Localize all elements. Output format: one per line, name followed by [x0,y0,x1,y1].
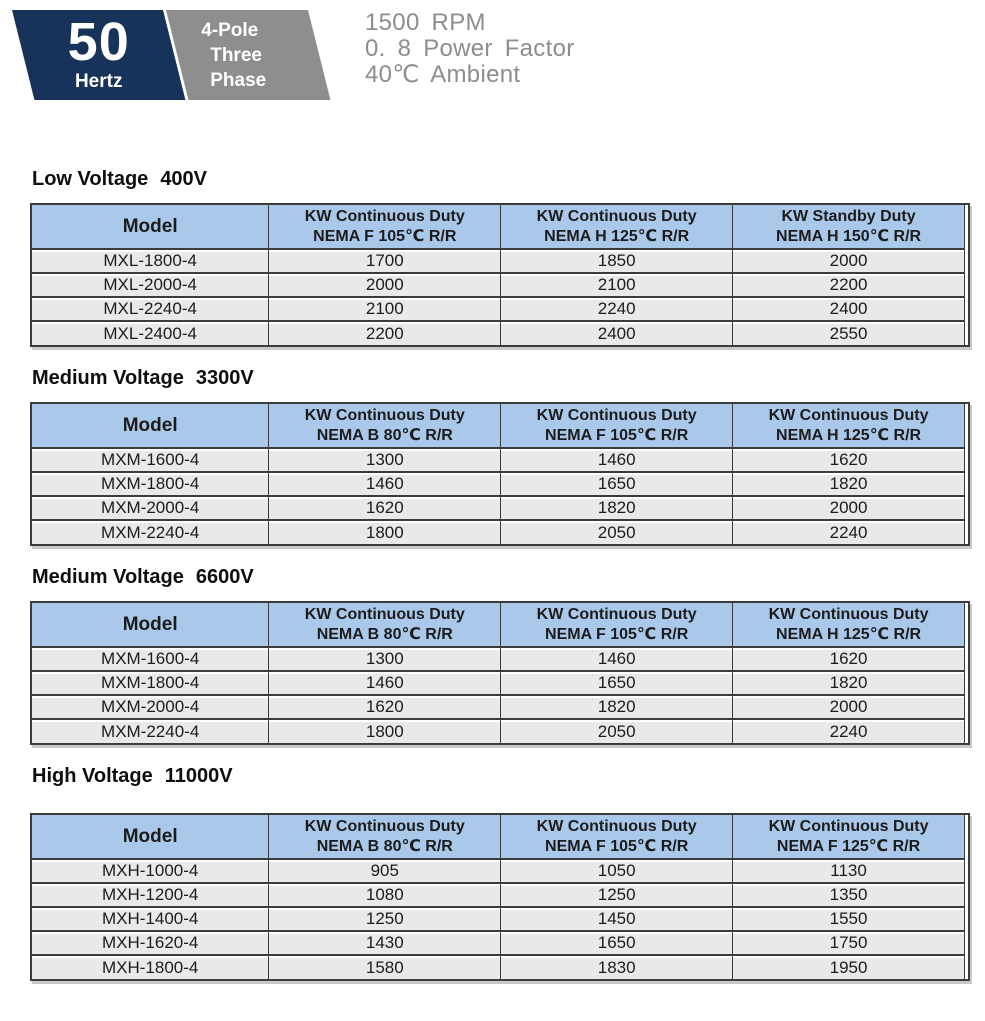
value-cell: 1620 [733,647,965,671]
ratings-summary [365,10,575,88]
voltage-section [30,765,970,981]
model-cell: MXM-1800-4 [32,472,269,496]
value-cell: 2200 [733,273,965,297]
spec-table-wrap [30,402,970,546]
value-cell: 1950 [733,955,965,979]
value-cell: 2000 [733,695,965,719]
value-cell: 1450 [501,907,733,931]
value-cell: 2240 [501,297,733,321]
spec-table-wrap [30,601,970,745]
table-header-row [32,404,965,448]
value-cell: 1350 [733,883,965,907]
value-cell: 2240 [733,520,965,544]
column-header-cell [733,603,965,647]
model-cell: MXM-2000-4 [32,695,269,719]
column-header-line2: NEMA H 125℃ R/R [544,227,690,245]
section-title-text: Low Voltage [32,168,149,190]
model-cell: MXL-2000-4 [32,273,269,297]
column-header-line1: KW Continuous Duty [768,406,929,424]
column-header-line2: NEMA F 105℃ R/R [545,837,689,855]
spec-table-wrap [30,203,970,347]
column-header-line1: KW Continuous Duty [536,605,697,623]
section-title-text: Medium Voltage [32,367,184,389]
column-header-line2: NEMA F 125℃ R/R [776,837,921,855]
table-row [32,273,965,297]
value-cell: 1750 [733,931,965,955]
section-voltage-text: 6600V [195,566,254,588]
model-cell: MXM-2240-4 [32,719,269,743]
value-cell: 1820 [733,671,965,695]
model-header-cell: Model [32,603,269,647]
value-cell: 1650 [501,472,733,496]
section-title [32,566,970,589]
column-header-cell [501,815,733,859]
voltage-section [30,566,970,745]
power-factor-line: 0. 8 Power Factor [365,35,575,62]
model-cell: MXM-1800-4 [32,671,269,695]
column-header-line1: KW Continuous Duty [304,207,465,225]
column-header-line1: KW Continuous Duty [768,817,929,835]
table-row [32,297,965,321]
value-cell: 1460 [269,671,501,695]
value-cell: 1300 [269,647,501,671]
value-cell: 1820 [501,496,733,520]
column-header-line2: NEMA F 105℃ R/R [545,426,689,444]
datasheet-page [0,10,985,1021]
model-header-cell: Model [32,404,269,448]
value-cell: 2240 [733,719,965,743]
value-cell: 1300 [269,448,501,472]
value-cell: 1620 [269,695,501,719]
column-header-line2: NEMA H 150℃ R/R [776,227,922,245]
model-cell: MXH-1800-4 [32,955,269,979]
column-header-cell [501,404,733,448]
column-header-cell [733,815,965,859]
model-cell: MXM-2240-4 [32,520,269,544]
value-cell: 2000 [733,249,965,273]
value-cell: 1460 [501,647,733,671]
model-cell: MXH-1000-4 [32,859,269,883]
table-row [32,859,965,883]
value-cell: 1460 [501,448,733,472]
section-voltage-text: 11000V [164,765,233,787]
model-cell: MXH-1400-4 [32,907,269,931]
value-cell: 1700 [269,249,501,273]
column-header-cell [733,404,965,448]
model-header-cell: Model [32,815,269,859]
value-cell: 1800 [269,719,501,743]
column-header-line1: KW Continuous Duty [304,605,465,623]
column-header-line1: KW Continuous Duty [304,817,465,835]
column-header-cell [269,815,501,859]
column-header-line1: KW Continuous Duty [536,406,697,424]
spec-table-wrap [30,813,970,981]
column-header-line1: KW Continuous Duty [768,605,929,623]
model-cell: MXM-1600-4 [32,647,269,671]
column-header-cell [269,404,501,448]
spec-table [32,205,965,345]
section-voltage-text: 3300V [195,367,254,389]
column-header-line2: NEMA H 125℃ R/R [776,426,922,444]
table-header-row [32,815,965,859]
value-cell: 2100 [501,273,733,297]
table-header-row [32,603,965,647]
column-header-line2: NEMA F 105℃ R/R [313,227,457,245]
column-header-line2: NEMA B 80℃ R/R [316,837,453,855]
value-cell: 2000 [269,273,501,297]
table-row [32,249,965,273]
value-cell: 1650 [501,931,733,955]
value-cell: 2550 [733,321,965,345]
value-cell: 1620 [269,496,501,520]
value-cell: 2050 [501,719,733,743]
section-title-text: High Voltage [32,765,153,787]
table-row [32,907,965,931]
table-row [32,321,965,345]
model-header-cell: Model [32,205,269,249]
value-cell: 1820 [501,695,733,719]
pole-phase-badge [166,10,330,100]
value-cell: 2000 [733,496,965,520]
value-cell: 1830 [501,955,733,979]
header-badges [0,10,985,110]
value-cell: 1650 [501,671,733,695]
table-row [32,671,965,695]
frequency-value: 50 [67,11,130,72]
column-header-cell [269,205,501,249]
column-header-line1: KW Continuous Duty [304,406,465,424]
column-header-line2: NEMA H 125℃ R/R [776,625,922,643]
section-voltage-text: 400V [160,168,208,190]
ambient-line: 40℃ Ambient [365,61,521,88]
value-cell: 1850 [501,249,733,273]
column-header-cell [501,205,733,249]
section-title [32,168,970,191]
table-row [32,931,965,955]
frequency-badge [12,10,185,100]
table-row [32,955,965,979]
model-cell: MXH-1620-4 [32,931,269,955]
value-cell: 2400 [501,321,733,345]
column-header-cell [733,205,965,249]
value-cell: 1250 [269,907,501,931]
section-title [32,367,970,390]
value-cell: 1130 [733,859,965,883]
pole-label: 4-Pole [201,19,259,41]
column-header-line2: NEMA B 80℃ R/R [316,625,453,643]
voltage-sections [30,168,970,981]
table-header-row [32,205,965,249]
column-header-line1: KW Continuous Duty [536,207,697,225]
spec-table [32,815,965,979]
value-cell: 1820 [733,472,965,496]
model-cell: MXL-2400-4 [32,321,269,345]
table-row [32,719,965,743]
section-title-text: Medium Voltage [32,566,184,588]
table-row [32,647,965,671]
value-cell: 2100 [269,297,501,321]
value-cell: 905 [269,859,501,883]
column-header-line2: NEMA B 80℃ R/R [316,426,453,444]
rpm-line: 1500 RPM [365,9,486,36]
table-row [32,448,965,472]
value-cell: 2050 [501,520,733,544]
value-cell: 1250 [501,883,733,907]
section-title [32,765,970,788]
value-cell: 1460 [269,472,501,496]
value-cell: 1620 [733,448,965,472]
table-row [32,520,965,544]
table-row [32,695,965,719]
value-cell: 1800 [269,520,501,544]
table-row [32,496,965,520]
pole-phase-badge-content [177,10,319,100]
model-cell: MXM-1600-4 [32,448,269,472]
model-cell: MXM-2000-4 [32,496,269,520]
model-cell: MXL-1800-4 [32,249,269,273]
column-header-line1: KW Standby Duty [781,207,916,225]
frequency-unit-label: Hertz [74,71,123,93]
spec-table [32,603,965,743]
column-header-cell [269,603,501,647]
voltage-section [30,367,970,546]
column-header-line2: NEMA F 105℃ R/R [545,625,689,643]
table-row [32,472,965,496]
model-cell: MXH-1200-4 [32,883,269,907]
value-cell: 1430 [269,931,501,955]
column-header-cell [501,603,733,647]
table-row [32,883,965,907]
frequency-badge-content [23,10,174,100]
value-cell: 1080 [269,883,501,907]
phase-label: Three Phase [210,44,267,91]
value-cell: 1580 [269,955,501,979]
voltage-section [30,168,970,347]
value-cell: 1050 [501,859,733,883]
model-cell: MXL-2240-4 [32,297,269,321]
value-cell: 2200 [269,321,501,345]
spec-table [32,404,965,544]
value-cell: 2400 [733,297,965,321]
value-cell: 1550 [733,907,965,931]
column-header-line1: KW Continuous Duty [536,817,697,835]
